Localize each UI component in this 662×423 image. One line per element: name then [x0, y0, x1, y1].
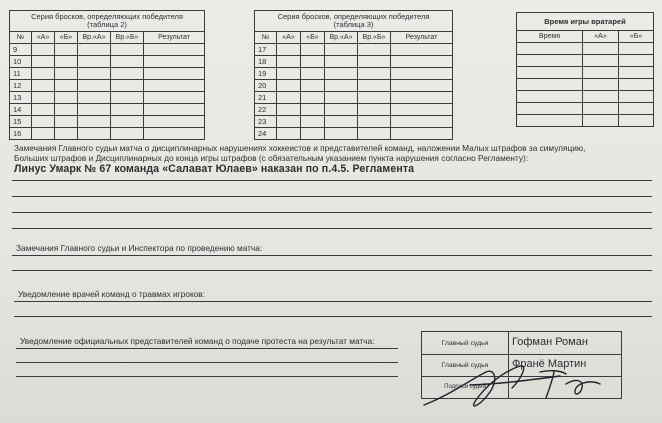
- table-row: [517, 91, 654, 103]
- row-number: 21: [255, 92, 277, 104]
- protest-line: [16, 362, 398, 363]
- table-row: [255, 44, 453, 56]
- column-header: №: [255, 32, 277, 44]
- protest-line: [16, 376, 398, 377]
- row-number: 13: [10, 92, 32, 104]
- signature-label: Главный судья: [441, 362, 489, 369]
- column-header: Вр.«А»: [325, 32, 358, 44]
- goalie-header-row: [517, 31, 654, 43]
- protest-line: [16, 348, 398, 349]
- table-row: [255, 68, 453, 80]
- table-row: [10, 92, 205, 104]
- match-conduct-label: Замечания Главного судьи и Инспектора по проведению матча:: [16, 243, 263, 253]
- row-number: 23: [255, 116, 277, 128]
- table-3-caption: Серия бросков, определяющих победителя (таблица 3): [255, 11, 453, 32]
- table-row: [255, 104, 453, 116]
- column-header: «Б»: [619, 31, 654, 43]
- column-header: Время: [517, 31, 583, 43]
- table-row: [10, 104, 205, 116]
- row-number: 18: [255, 56, 277, 68]
- penalty-remarks-entry: Линус Умарк № 67 команда «Салават Юлаев» наказан по п.4.5. Регламента: [14, 163, 415, 175]
- row-number: 11: [10, 68, 32, 80]
- table-3-header-row: [255, 32, 453, 44]
- column-header: №: [10, 32, 32, 44]
- referee-name: Франё Мартин: [512, 358, 587, 370]
- signature-label: Подписи судей: [444, 384, 486, 390]
- table-row: [517, 115, 654, 127]
- column-header: Вр.«А»: [78, 32, 111, 44]
- table-row: [517, 55, 654, 67]
- row-number: 19: [255, 68, 277, 80]
- row-number: 12: [10, 80, 32, 92]
- table-row: [255, 128, 453, 140]
- remarks-line: [12, 180, 652, 181]
- column-header: «А»: [583, 31, 619, 43]
- table-row: [255, 56, 453, 68]
- column-header: «А»: [32, 32, 55, 44]
- shootout-table-3: [254, 10, 453, 140]
- protest-label: Уведомление официальных представителей команд о подаче протеста на результат матча:: [20, 336, 375, 346]
- remarks-line: [12, 212, 652, 213]
- row-number: 17: [255, 44, 277, 56]
- column-header: «Б»: [301, 32, 325, 44]
- shootout-table-2: [9, 10, 205, 140]
- table-row: [517, 103, 654, 115]
- conduct-line: [12, 270, 652, 271]
- row-number: 10: [10, 56, 32, 68]
- column-header: Результат: [144, 32, 205, 44]
- goalie-time-table: [516, 12, 654, 127]
- column-header: «А»: [277, 32, 301, 44]
- signature-label: Главный судья: [441, 340, 489, 347]
- column-header: Вр.«Б»: [111, 32, 144, 44]
- referee-signatures-box: [421, 331, 622, 399]
- row-number: 9: [10, 44, 32, 56]
- column-header: Вр.«Б»: [358, 32, 391, 44]
- conduct-line: [12, 255, 652, 256]
- penalty-remarks-label-line2: Больших штрафов и Дисциплинарных до конца игры штрафов (с обязательным указанием пункта нарушения согласно Регламенту):: [14, 153, 529, 163]
- column-header: Результат: [391, 32, 453, 44]
- row-number: 24: [255, 128, 277, 140]
- row-number: 14: [10, 104, 32, 116]
- row-number: 22: [255, 104, 277, 116]
- signature-row: [422, 354, 621, 377]
- table-row: [10, 80, 205, 92]
- goalie-table-caption: Время игры вратарей: [517, 13, 654, 31]
- table-row: [10, 128, 205, 140]
- injuries-line: [14, 316, 652, 317]
- injuries-label: Уведомление врачей команд о травмах игроков:: [18, 289, 205, 299]
- row-number: 15: [10, 116, 32, 128]
- table-2-caption: Серия бросков, определяющих победителя (таблица 2): [10, 11, 205, 32]
- injuries-line: [14, 301, 652, 302]
- table-row: [517, 67, 654, 79]
- signature-row: [422, 332, 621, 355]
- signature-row: [422, 376, 621, 398]
- table-row: [10, 116, 205, 128]
- remarks-line: [12, 228, 652, 229]
- table-row: [10, 44, 205, 56]
- column-header: «Б»: [55, 32, 78, 44]
- table-2-header-row: [10, 32, 205, 44]
- penalty-remarks-label-line1: Замечания Главного судьи матча о дисциплинарных нарушениях хоккеистов и представителей команд, наложении Малых штрафов за симуляцию,: [14, 143, 586, 153]
- remarks-line: [12, 196, 652, 197]
- table-row: [10, 56, 205, 68]
- table-row: [255, 116, 453, 128]
- table-row: [517, 43, 654, 55]
- table-row: [255, 80, 453, 92]
- table-row: [255, 92, 453, 104]
- table-row: [10, 68, 205, 80]
- row-number: 20: [255, 80, 277, 92]
- row-number: 16: [10, 128, 32, 140]
- table-row: [517, 79, 654, 91]
- referee-name: Гофман Роман: [512, 336, 588, 348]
